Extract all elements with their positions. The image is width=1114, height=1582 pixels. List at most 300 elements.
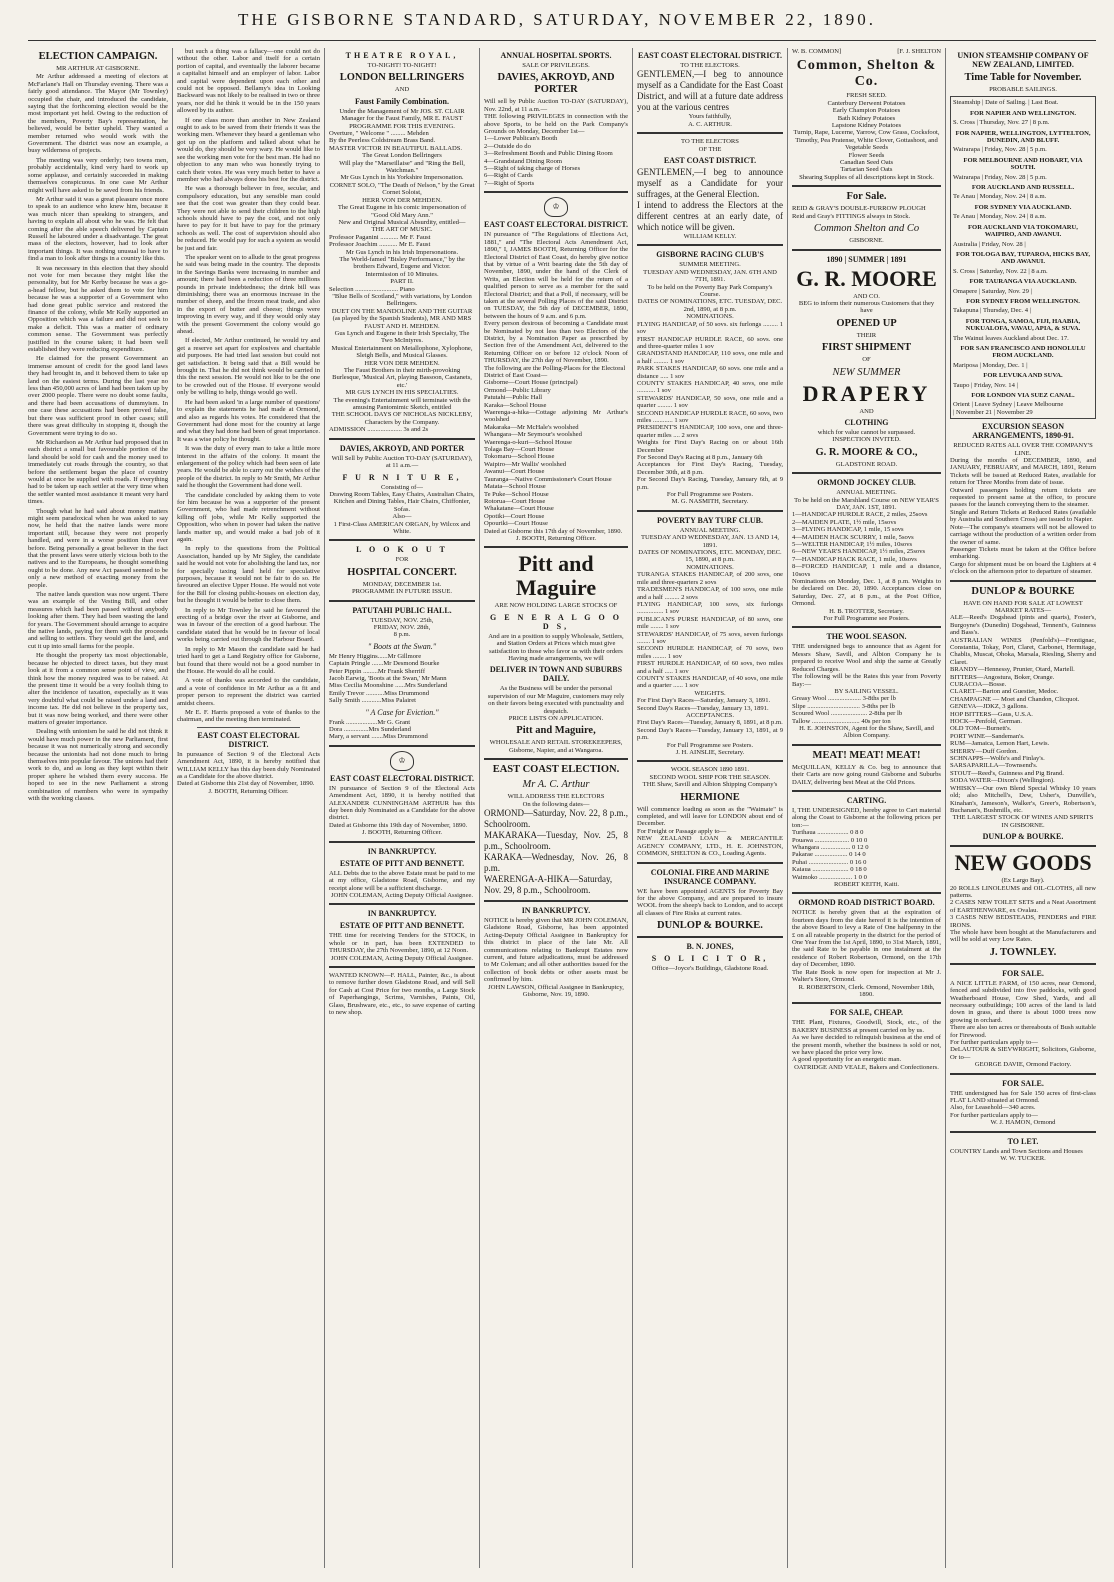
column-divider [324, 48, 325, 1568]
duet-item: DUET ON THE MANDOLINE AND THE GUITAR (as played by the Spanish Students), MR AND MRS FAUST AND H. MEHDEN. [331, 307, 473, 330]
election-campaign-heading: ELECTION CAMPAIGN. [38, 51, 158, 62]
route-heading: FOR TAURANGA VIA AUCKLAND. [969, 278, 1077, 286]
having-made-text: Having made arrangements, we will [508, 654, 604, 662]
full-programme-text: For Full Programme see Posters. [823, 615, 910, 623]
table-row: The Wainui leaves Auckland about Dec. 17. [953, 334, 1069, 342]
sailings-table [950, 96, 1096, 419]
table-row: S. Cross | Saturday, Nov. 22 | 8 a.m. [953, 267, 1048, 275]
divider [950, 1131, 1096, 1133]
master-victor-text: MASTER VICTOR IN BEAUTIFUL BALLADS. [329, 144, 463, 152]
route-heading: FOR AUCKLAND AND RUSSELL. [971, 184, 1075, 192]
table-row: Takapuna | Thursday, Dec. 4 | [953, 307, 1031, 315]
and-text: AND [394, 86, 410, 94]
dap-heading: DAVIES, AKROYD, AND PORTER [339, 443, 465, 453]
partners-line [792, 48, 941, 55]
article-paragraph: In reply to the questions from the Political Association, handed up by Mr Sigley, the candidate said he would not vote for abolishing the land tax, nor for specially taxing land held for speculative purposes, because it would not be fair to do so. He favoured an elective Upper House. He would not vote for the Bill for closing public-houses on election day, but he thought it would be better to close them. [177, 545, 320, 605]
nasmith-sign: M. G. NASMITH, Secretary. [671, 498, 749, 506]
estate-heading: ESTATE OF PITT AND BENNETT. [339, 858, 465, 868]
notice-signature: J. BOOTH, Returning Officer. [208, 787, 289, 795]
summer-banner: 1890 | SUMMER | 1891 [826, 254, 907, 264]
pitt-now-text: ARE NOW HOLDING LARGE STOCKS OF [494, 602, 618, 610]
notice-text: In pursuance of Section 9 of the Electoral Acts Amendment Act, 1890, it is hereby notified that WILLIAM KELLY has this day been duly Nominated as a Candidate for the above district. Dated at Gisborne this 21st day of November, 1890. [177, 750, 320, 788]
farm-text: A NICE LITTLE FARM, of 150 acres, near Ormond, fenced and subdivided into five paddocks, with good Weatherboard House, Cow Shed, Yards, and all necessary outbuildings; 100 acres of the land is laid down in grass, and there is about 1000 trees now growing in orchard. There are also ten acres or thereabouts of Bush suitable for Firewood. For further particulars apply to— [950, 979, 1096, 1047]
eviction-cast: Frank ...................Mr G. Grant Dora ...............Mrs Sunderland Mary, a servant .......Miss Drummond [329, 718, 428, 741]
article-paragraph: Though what he had said about money matters might seem paradoxical when he was asked to say now, he held that the native lands were more important still, because they were not properly handled, and were in a worse position than ever before. Being personally a great believer in the fact that the present laws were utterly vicious both to the natives and to the Europeans, he thought something ought to be done. Any new Act passed seemed to be only a new method of exacting money from the people. [28, 507, 168, 589]
sailing-vessel-text: BY SAILING VESSEL. [834, 687, 899, 695]
acceptances-list: First Day's Races—Tuesday, January 8, 1891, at 8 p.m. Second Day's Races—Tuesday, January 13, 1891, at 9 p.m. [637, 719, 783, 742]
table-row: Te Anau | Monday, Nov. 24 | 8 a.m. [953, 193, 1047, 201]
article-paragraph: but such a thing was a fallacy—one could not do without the other. Labor and itself for a certain portion of capital, and eventually the laborer became a capitalist himself and an employer of labor. Labor and capital were dependent upon each other and could not be opposed. Bellamy's idea in Looking Backward was not likely to be realised in two or three years, nor did he think it would be in the 150 years allowed by its author. [177, 48, 320, 115]
lynch-spec-item: MR GUS LYNCH IN HIS SPECIALTIES. [345, 389, 459, 397]
of-text: OF [862, 356, 871, 364]
article-paragraph: If one class more than another in New Zealand ought to ask to be saved from their friends it was the working men. Whenever they heard a gentleman who got up on the platform and talked about what he would do, they should be very wary. He would like to see the working men vote for the best man. He had no objection to any man who was honestly trying to catch their votes. He was very much better to have a member who had always done his best for the district. [177, 116, 320, 183]
divider [792, 185, 941, 187]
tonight-text: TO-NIGHT! TO-NIGHT! [367, 62, 437, 69]
table-row: Taupo | Friday, Nov. 14 | [953, 381, 1018, 389]
general-goods-heading: G E N E R A L G O O D S, [490, 612, 622, 631]
article-paragraph: In reply to Mr Townley he said he favoured the erecting of a bridge over the river at Gisborne, and was in favour of the erection of a good harbour. The candidate stated that he would be in favour of local works being carried out through the Harbour Board. [177, 606, 320, 644]
will-address-text: WILL ADDRESS THE ELECTORS [507, 793, 605, 801]
goods-text: The whole have been bought at the Manufacturers and will be sold at very Low Rates. [950, 928, 1096, 944]
hermione-heading: HERMIONE [680, 791, 740, 803]
article-paragraph: He claimed for the present Government an immense amount of credit for the good land laws they had brought in, and it behoved them to take up land on the easiest terms. During the last year no less than 450,000 acres of land had been taken up by over 2000 people. There were no doubt some faults, and there had been accusations of dummyism. In one case these accusations had been proved false, but there was sufficient proof in other cases; still there was great difficulty in stopping it, though the Government were trying to do so. [28, 355, 168, 437]
flat-land-text: THE undersigned has for Sale 150 acres of first-class FLAT LAND situated at Ormond. Also, for Leasehold—340 acres. For further particulars apply to— [950, 1089, 1096, 1119]
csc-script-heading: Common Shelton and Co [813, 223, 920, 235]
article-paragraph: In reply to Mr Mason the candidate said he had tried hard to get a Land Registry office for Gisborne, but found that there would not be a good number in the House. He would do all he could. [177, 645, 320, 675]
clothing-heading: CLOTHING [844, 417, 889, 427]
deliver-heading: DELIVER IN TOWN AND SUBURBS DAILY. [489, 665, 623, 684]
column-divider [479, 48, 480, 1568]
ec-heading: EAST COAST ELECTORAL DISTRICT. [638, 51, 782, 60]
ormond-board-heading: ORMOND ROAD DISTRICT BOARD. [798, 898, 935, 908]
art-music-item: THE ART OF MUSIC. [371, 226, 433, 234]
divider [950, 580, 1096, 582]
new-goods-heading: NEW GOODS [954, 850, 1092, 876]
crest-icon: ♔ [544, 197, 568, 217]
for-text: FOR [395, 556, 409, 564]
divider [637, 132, 783, 134]
coleman-sign: JOHN COLEMAN, Acting Deputy Official Assignee. [330, 954, 474, 962]
intermission-text: Intermission of 10 Minutes. [365, 270, 439, 278]
or-to-text: Or to— [950, 1053, 971, 1061]
bankruptcy-heading: IN BANKRUPTCY. [367, 909, 437, 919]
wool-text: THE undersigned begs to announce that as Agent for Messrs Shaw, Savill, and Albion Company he is prepared to receive Wool and ship the same at Greatly Reduced Charges. The following will be the Rates this year from Poverty Bay:— [792, 643, 941, 688]
hospital-concert-heading: HOSPITAL CONCERT. [347, 566, 457, 578]
arthur-letter: GENTLEMEN,—I beg to announce myself as a Candidate for the East Coast District, and will at a future date address you at the various centres [637, 69, 783, 113]
tucker-sign: W. W. TUCKER. [1000, 1155, 1046, 1163]
keith-sign: ROBERT KEITH, Kaiti. [833, 881, 900, 889]
column-divider [787, 48, 788, 1568]
nickleby-item: THE SCHOOL DAYS OF NICHOLAS NICKLEBY, [331, 411, 473, 419]
dunlop-bourke-heading: DUNLOP & BOURKE. [657, 920, 763, 932]
pitt-maguire-heading: Pitt and Maguire [515, 551, 597, 601]
table-row: Wairarapa | Friday, Nov. 28 | 5 p.m. [953, 146, 1047, 154]
union-heading: UNION STEAMSHIP COMPANY OF NEW ZEALAND, LIMITED. [957, 51, 1089, 69]
divider [792, 249, 941, 251]
divider [792, 790, 941, 792]
jones-heading: B. N. JONES, [686, 942, 734, 952]
nominations-list: FLYING HANDICAP, of 50 sovs. six furlongs ......... 1 sov FIRST HANDICAP HURDLE RACE, 60 sovs. one and three-quarter miles 1 sov GRANDSTAND HANDICAP, 110 sovs, one mile and a half ......... 1 sov PARK STAKES HANDICAP, 60 sovs. one mile and a distance ..... 1 sov COUNTY STAKES HANDICAP, 40 sovs, one mile ........... 1 sov STEWARDS' HANDICAP, 50 sovs, one mile and a quarter ......... 1 sov SECOND HANDICAP HURDLE RACE, 60 sovs, two miles ............ 1 sov PRESIDENT'S HANDICAP, 100 sovs, one and three-quarter miles .... 2 sovs [637, 320, 783, 439]
racing-heading: GISBORNE RACING CLUB'S [656, 250, 764, 260]
table-row: Wairarapa | Friday, Nov. 28 | 5 p.m. [953, 173, 1047, 181]
gisborne-text: GISBORNE. [849, 237, 884, 245]
professors-text: Professor Paganini ........... Mr F. Faust Professor Joachim ........... Mr E. Faust [329, 233, 431, 249]
ainslie-sign: J. H. AINSLIE, Secretary. [675, 749, 745, 757]
pbtc-nom-dates: DATES OF NOMINATIONS, ETC. MONDAY, DEC. 15, 1890, at 8 p.m. [638, 549, 782, 564]
divider [329, 539, 475, 541]
divider [484, 546, 628, 548]
divider [637, 862, 783, 864]
divider [329, 600, 475, 602]
probable-text: PROBABLE SAILINGS. [989, 86, 1057, 93]
bisley-item: The World-famed "Bisley Performance," by the brothers Edward, Eugene and Victor. [339, 255, 465, 271]
largest-text: THE LARGEST STOCK OF WINES AND SPIRITS IN GISBORNE. [952, 814, 1094, 829]
route-heading: FOR SYDNEY VIA AUCKLAND. [974, 203, 1072, 211]
cart-list: Turihaua ................... 0 8 0 Pouawa ..................... 0 10 0 Whangara .................. 0 12 0 Pakarae .................... 0 14 0 Puhai ........................ 0 16 0 Kaiaua ...................... 0 18 0 Waimoko .................... 1 0 0 [792, 829, 869, 881]
timetable-heading: Time Table for November. [964, 72, 1082, 83]
monday-text: MONDAY, DECEMBER 1st. [362, 580, 442, 588]
pbtc-dates: TUESDAY AND WEDNESDAY, JAN. 13 AND 14, 1891. [640, 534, 780, 549]
table-row: Australia | Friday, Nov. 28 | [953, 240, 1026, 248]
colonial-fire-heading: COLONIAL FIRE AND MARINE INSURANCE COMPANY. [650, 867, 770, 886]
inspection-text: INSPECTION INVITED. [832, 436, 901, 444]
ojc-heading: ORMOND JOCKEY CLUB. [817, 478, 916, 488]
bankruptcy-heading: IN BANKRUPTCY. [521, 906, 591, 916]
for-sale-cheap-heading: FOR SALE, CHEAP. [829, 1008, 904, 1018]
cornet-item: CORNET SOLO, "The Death of Nelson," by the Great Cornet Soloist, [329, 181, 475, 197]
drapery-heading: DRAPERY [802, 380, 931, 406]
delautour-sign: DeLAUTOUR & SIEVWRIGHT, Solicitors, Gisborne, [950, 1046, 1096, 1054]
column-divider [172, 48, 173, 1568]
patutahi-heading: PATUTAHI PUBLIC HALL. [352, 605, 452, 615]
furniture-text: Consisting of— Drawing Room Tables, Easy Chairs, Australian Chairs, Kitchen and Dining Tables, Hair Chairs, Chiffonier, Sofas. Also— 1 First-Class AMERICAN ORGAN, by Wilcox and White. [329, 483, 475, 535]
bakery-text: THE Plant, Fixtures, Goodwill, Stock, etc., of the BAKERY BUSINESS at present carried on by us. As we have decided to relinquish business at the end of the present month, whether the business is sold or not, we have placed the price very low. A good opportunity for an energetic man. [792, 1019, 941, 1064]
moore-co-heading: G. R. MOORE & CO., [815, 446, 918, 458]
ex-largo-text: (Ex Largo Bay). [1001, 877, 1045, 885]
conclude-text: The evening's Entertainment will terminate with the amusing Pantomimic Sketch, entitled [333, 396, 471, 412]
fresh-seed-heading: FRESH SEED. [846, 92, 887, 100]
business-text: As the Business will be under the personal supervision of our Mr Maguire, customers may rely on their favors being executed with punctuality and despatch. [487, 685, 625, 715]
patutahi-dates: TUESDAY, NOV. 25th, FRIDAY, NOV. 28th, 8 p.m. [370, 616, 434, 639]
excursion-text: During the months of DECEMBER, 1890, and JANUARY, FEBRUARY, and MARCH, 1891, Return Tickets will be issued at Reduced Rates, available for return for Three Months from date of issue. Outward passengers holding return tickets are requested to present same at the office, to procure passes for the launch conveying them to the steamer. Single and Return Tickets at Reduced Rates (available by Australia and Southern Cross) are issued to Napier. Note—The company's steamers will not be allowed to carriage without the production of a written order from the owner of same. Passenger Tickets must be taken at the Office before embarking. Cargo for shipment must be on board the Lighters at 4 o'clock on the afternoon prior to departure of steamer. [950, 457, 1096, 576]
table-row: Te Anau | Monday, Nov. 24 | 8 a.m. [953, 213, 1047, 221]
article-paragraph: The candidate concluded by asking them to vote for him because he was a supporter of the present Government, who had made retrenchment without killing off jobs, while Mr Kelly supported the Opposition, who when in power had taken the native lands matter up, and would make a bad job of it again. [177, 491, 320, 543]
herr-item: HER VON DER MEHDEN. [364, 359, 440, 367]
racing-dates: TUESDAY AND WEDNESDAY, JAN. 6TH AND 7TH, 1891. [643, 268, 777, 284]
article-paragraph: It was the duty of every man to take a little more interest in the affairs of the colony. It meant the enlargement of the policy which had been seen of late years. He would be able to carry out the wishes of the people of the district. In reply to Mr Smith, Mr Arthur said he thought the Government had done well. [177, 445, 320, 490]
pbtc-list: TURANGA STAKES HANDICAP, of 200 sovs, one mile and three-quarters 2 sovs TRADESMEN'S HANDICAP, of 100 sovs, one mile and a half ......... 2 sovs FLYING HANDICAP, 100 sovs, six furlongs ................ 1 sov PUBLICAN'S PURSE HANDICAP, of 80 sovs, one mile ........ 1 sov STEWARDS' HANDICAP, of 75 sovs, seven furlongs ........ 1 sov SECOND HURDLE HANDICAP, of 70 sovs, two miles ........ 1 sov FIRST HURDLE HANDICAP, of 60 sovs, two miles and a half ..... 1 sov COUNTY STAKES HANDICAP, of 40 sovs, one mile and a quarter ...... 1 sov [637, 571, 783, 690]
coleman-notice: NOTICE is hereby given that MR JOHN COLEMAN, Gladstone Road, Gisborne, has been appointed Acting-Deputy Official Assignee in Bankruptcy for this district in place of the late Mr. All communications relating to Bankrupt Estates now current, and future adjudications, must be addressed to Mr Coleman; and all other authorities issued for the collection of book debts or other assets must be confirmed by him. [484, 917, 628, 984]
annual-meeting-text: ANNUAL MEETING. [679, 526, 741, 534]
pitt-text: And are in a position to supply Wholesale, Settlers, and Station Orders at Prices which must give satisfaction to those who favor us with their orders [488, 632, 624, 655]
article-paragraph: He had been asked 'in a large number of questions' to explain the statements he had made at Ormond, and also as regards his votes. He considered that the Government had done most for the country at large and what they had done had been of great importance. It was a wise policy he thought. [177, 398, 320, 443]
route-heading: FOR SAN FRANCISCO AND HONOLULU FROM AUCKLAND. [960, 344, 1086, 360]
divider [329, 966, 475, 968]
weights-list: For First Day's Races—Saturday, January 3, 1891. Second Day's Races—Tuesday, January 13, 1891. [637, 697, 771, 712]
dates-list: ORMOND—Saturday, Nov. 22, 8 p.m., Schoolroom. MAKARAKA—Tuesday, Nov. 25, 8 p.m., Schoolroom. KARAKA—Wednesday, Nov. 26, 8 p.m. WAERENGA-A-HIKA—Saturday, Nov. 29, 8 p.m., Schoolroom. [484, 808, 628, 896]
ec-text: IN pursuance of "The Regulations of Elections Act, 1881," and "The Electoral Acts Amendment Act, 1890," I, JAMES BOOTH, Returning Officer for the Electoral District of East Coast, do hereby give notice that by virtue of a Writ bearing date the 5th day of November, 1890, under the hand of the Clerk of Writs, an Election will be held for the return of a qualified person to serve as a member for the said Electoral District; and that a Poll, if necessary, will be taken at the several Polling Places of the said District on TUESDAY, the 5th day of DECEMBER, 1890, between the hours of 9 a.m. and 6 p.m. Every person desirous of becoming a Candidate must be Nominated by not less than two Electors of the District, by a Nomination Paper as prescribed by Section five of the Amendment Act, delivered to the Returning Officer on or before 12 o'clock Noon of THURSDAY, the 27th day of November, 1890. [484, 231, 628, 365]
bellringers-heading: LONDON BELLRINGERS [339, 72, 465, 84]
divider [792, 892, 941, 894]
full-programme-text: For Full Programme see Posters. [666, 491, 754, 499]
ojc-list: 1—HANDICAP HURDLE RACE, 2 miles, 25sovs 2—MAIDEN PLATE, 1½ mile, 15sovs 3—FLYING HANDICAP, 1 mile, 15 sovs 4—MAIDEN HACK SCURRY, 1 mile, 5sovs 5—WELTER HANDICAP, 1½ miles, 10sovs 6—NEW YEAR'S HANDICAP, 1½ miles, 25sovs 7—HANDICAP HACK RACE, 1 mile, 10sovs 8—FORCED HANDICAP, 1 mile and a distance, 10sovs [792, 511, 941, 578]
divider [484, 900, 628, 902]
notice-heading: EAST COAST ELECTORAL DISTRICT. [197, 730, 300, 749]
dunlop-text: ALE—Reed's Dogshead (pints and quarts), Foster's, Burgoyne's (Dunedin) Dogshead, Tennent's, Guinness and Bass's. AUSTRALIAN WINES (Penfold's)—Frontignac, Constantia, Tokay, Port, Claret, Carbonet, Hermitage, Chablis, Muscat, Ohoka, Marsala, Riesling, Sherry and Claret. BRANDY—Hennessy, Prunier, Otard, Martell. BITTERS—Angostura, Boker, Orange. CURACOA—Bosse. CLARET—Barton and Guestier, Medoc. CHAMPAGNE — Moet and Chandon, Clicquot. GENEVA—JDKZ, 3 gallons. HOP BITTERS—Gaus, U.S.A. HOCK—Penfold, German. OLD TOM—Burnett's. PORT WINE—Sandeman's. RUM—Jamaica, Lemon Hart, Lewis. SHERRY—Duff Gordon. SCHNAPPS—Wolfe's and Finlay's. SARSAPARILLA—Townsend's. STOUT—Reed's, Guinness and Pig Brand. SODA WATER—Dixon's (Wellington). WHISKY—Our own Blend Special Whisky 10 years old; also Mitchell's, Dew, Usher's, Dunville's, Kinahan's, Jameson's, Walker's, Greer's, Robertson's, Buchanan's, Bushmills, etc. [950, 614, 1096, 814]
bluebells-item: "Blue Bells of Scotland," with variations, by London Bellringers. [332, 292, 472, 308]
jones-address: Office—Joyce's Buildings, Gladstone Road. [651, 965, 769, 973]
booth-sign: J. BOOTH, Returning Officer. [515, 534, 597, 542]
to-electors-heading: TO THE ELECTORS. [680, 62, 740, 69]
masthead-rule [28, 40, 1096, 41]
partner-right: [F. J. SHELTON [897, 48, 941, 55]
goods-list: 20 ROLLS LINOLEUMS and OIL-CLOTHS, all new patterns. 2 CASES NEW TOILET SETS and a Neat Assortment of EARTHENWARE, ex Ovalau. 3 CASES NEW BEDSTEADS, FENDERS and FIRE IRONS. [950, 884, 1096, 929]
plough-text: REID & GRAY'S DOUBLE-FURROW PLOUGH Reid and Gray's FITTINGS always in Stock. [792, 205, 926, 220]
divider [329, 745, 475, 747]
country-text: COUNTRY Lands and Town Sections and Houses [950, 1147, 1083, 1155]
theatre-royal-heading: THEATRE ROYAL, [345, 51, 459, 60]
divider [484, 191, 628, 193]
look-out-heading: L O O K O U T [356, 545, 448, 555]
privileges-intro: Will sell by Public Auction TO-DAY (SATURDAY), Nov. 22nd, at 11 a.m.— THE following PRIVILEGES in connection with the above Sports, to be held on the Park Company's Grounds on Monday, December 1st— [484, 98, 628, 136]
absurdity-item: New and Original Musical Absurdity, entitled— [338, 218, 466, 226]
furniture-heading: F U R N I T U R E, [342, 472, 462, 482]
ojc-nominations: Nominations on Monday, Dec. 1, at 8 p.m. Weights to be declared on Dec. 20, 1890. Acceptances close on Saturday, Dec. 27, at 8 p.m., at the Post Office, Ormond. [792, 578, 941, 608]
dunlop-sub: HAVE ON HAND FOR SALE AT LOWEST MARKET RATES— [963, 599, 1083, 614]
divider [637, 760, 783, 762]
divider [637, 936, 783, 938]
gladstone-text: GLADSTONE ROAD. [835, 460, 898, 468]
robertson-sign: R. ROBERTSON, Clerk. Ormond, November 18th, 1890. [798, 983, 935, 998]
ec-heading: EAST COAST ELECTORAL DISTRICT. [330, 773, 474, 783]
shearing-text: Shearing Supplies of all descriptions kept in Stock. [799, 173, 934, 181]
first-shipment-heading: FIRST SHIPMENT [821, 342, 912, 354]
column-5 [637, 48, 783, 1568]
arthur-subheading: MR ARTHUR AT GISBORNE. [56, 65, 140, 72]
table-header: Steamship | Date of Sailing. | Last Boat. [953, 99, 1059, 107]
musical-ent-item: Musical Entertainment on Metallophone, Xylophone, Sleigh Bells, and Musical Glasses. [331, 344, 473, 360]
for-sale-heading: FOR SALE. [1002, 968, 1044, 978]
bellringers-item: The Great London Bellringers Will play the "Marseillaise" and "Ring the Bell, Watchman." [339, 152, 465, 175]
column-divider [632, 48, 633, 1568]
wool-season-heading: WOOL SEASON 1890 1891. [670, 766, 750, 774]
route-heading: FOR SYDNEY FROM WELLINGTON. [966, 297, 1080, 305]
table-row: Mariposa | Monday, Dec. 1 | [953, 361, 1028, 369]
irish-item: Mr Gus Lynch in his Irish Impersonations. [345, 248, 459, 256]
estate-text: ALL Debts due to the above Estate must be paid to me at my office, Gladstone Road, Gisborne, and my receipt alone will be a sufficient discharge. [329, 869, 475, 892]
divider [637, 510, 783, 512]
route-heading: FOR TOLOGA BAY, TUPAROA, HICKS BAY, AND AWANUI. [955, 250, 1091, 266]
second-wool-heading: SECOND WOOL SHIP FOR THE SEASON. [649, 773, 771, 781]
selection-text: Selection .......................... Piano [329, 285, 415, 293]
pitt-maguire-heading: Pitt and Maguire, [516, 725, 596, 737]
column-4 [484, 48, 628, 1568]
racing-held: To be held on the Poverty Bay Park Company's Course. [647, 283, 773, 299]
kelly-letter: GENTLEMEN,—I beg to announce myself as a Candidate for your suffrages, at the General Election. I intend to address the Electors at the different centres at an early date, of which notice will be given. [637, 167, 783, 233]
article-paragraph: The speaker went on to allude to the great progress he said was being made in the country. The deposits in the Savings Banks were increasing in number and amount; there had been a reduction of three millions pounds in private indebtedness; the drink bill was diminishing; there was an enormous increase in the number of sheep, and the frozen meat trade, and also in the export of butter and cheese; things were improving in every way, and if they would only stay with the present Government the colony would go ahead. [177, 253, 320, 336]
colonial-text: WE have been appointed AGENTS for Poverty Bay for the above Company, and are prepared to insure WOOL from the sheep's back to London, and to accept all classes of Fire Risks at current rates. [637, 887, 783, 917]
solicitor-heading: S O L I C I T O R, [651, 954, 769, 964]
column-1 [28, 48, 168, 1568]
column-7 [950, 48, 1096, 1568]
lawson-sign: JOHN LAWSON, Official Assignee in Bankruptcy, Gisborne, Nov. 19, 1890. [488, 983, 624, 999]
and-co-text: AND CO. [853, 292, 880, 300]
dunlop-heading: DUNLOP & BOURKE [971, 585, 1075, 597]
for-sale-heading: For Sale. [846, 191, 887, 203]
ec-sign: J. BOOTH, Returning Officer. [361, 829, 443, 837]
johnston-sign: H. E. JOHNSTON, Agent for the Shaw, Savill, and Albion Company. [799, 724, 934, 740]
divider [329, 903, 475, 905]
part-two-text: PART II. [390, 278, 414, 286]
csc-heading: Common, Shelton & Co. [796, 58, 937, 90]
nominations-heading: NOMINATIONS. [686, 563, 734, 571]
divider [950, 845, 1096, 847]
divider [792, 744, 941, 746]
polling-intro: The following are the Polling-Places for the Electoral District of East Coast— [484, 364, 626, 379]
route-heading: FOR NAPIER, WELLINGTON, LYTTELTON, DUNEDIN, AND BLUFF. [955, 129, 1091, 145]
characters-text: Characters by the Company. [364, 418, 440, 426]
carting-text: I, THE UNDERSIGNED, hereby agree to Cart material along the Coast to Gisborne at the following prices per ton:— [792, 806, 941, 829]
price-lists-text: PRICE LISTS ON APPLICATION. [508, 715, 604, 722]
trotter-sign: H. B. TROTTER, Secretary. [829, 607, 904, 615]
meat-heading: MEAT! MEAT! MEAT! [812, 749, 921, 761]
reduced-text: REDUCED RATES ALL OVER THE COMPANY'S LINE. [953, 442, 1093, 457]
crest-icon: ♔ [390, 751, 414, 771]
townley-heading: J. TOWNLEY. [989, 946, 1057, 958]
boots-heading: " Boots at the Swan." [367, 641, 437, 651]
moore-heading: G. R. MOORE [796, 265, 937, 291]
eugene-item: The Great Eugene in his comic impersonation of "Good Old Mary Ann." [337, 204, 467, 219]
nomination-dates: DATES OF NOMINATIONS, ETC. TUESDAY, DEC. 2nd, 1890, at 8 p.m. [637, 298, 783, 313]
tender-text: THE time for receiving Tenders for the STOCK, in whole or in part, has been EXTENDED to THURSDAY, the 27th November, 1890, at 12 Noon. [329, 932, 475, 955]
weights-text: Weights for First Day's Racing on or about 16th December For Second Day's Racing at 8 p.m., January 6th Acceptances for First Day's Racing, Tuesday, December 30th, at 8 p.m. For Second Day's Racing, Tuesday, January 6th, at 9 p.m. [637, 439, 783, 491]
article-paragraph: Mr Richardson as Mr Arthur had proposed that in each district a small but favourable portion of the land should be sold for cash and the money used to immediately cut roads through the country, so that before the settlement began the place of country would at once be supplied with roads. If everything had to be taken up each settler at the very time when the settler wanted most assistance it meant very hard times. [28, 438, 168, 506]
divider [792, 626, 941, 628]
ec-district-heading: EAST COAST DISTRICT. [663, 156, 757, 166]
opened-up-heading: OPENED UP [836, 317, 897, 329]
article-paragraph: Mr E. F. Harris proposed a vote of thanks to the chairman, and the meeting then terminated. [177, 708, 320, 724]
table-row: Omapere | Saturday, Nov. 29 | [953, 287, 1032, 295]
dates-intro: On the following dates— [522, 800, 590, 808]
article-paragraph: It was necessary in this election that they should not vote for men because they might like the personality, but for Mr Kerby because he was a go-a-head fellow, but he asked them to vote for him because he was a supporter of a Government who had done great public service and restored the finance of the colony, while Mr Kelly supported an Opposition which was a failure and did not seek to make a deficit. This was a matter of ordinary common sense. The Government was perfectly justified in the course taken; it had been well established they were reducing expenditure. [28, 264, 168, 354]
column-divider [945, 48, 946, 1568]
pbtc-heading: POVERTY BAY TURF CLUB. [657, 515, 763, 525]
route-heading: FOR NAPIER AND WELLINGTON. [969, 109, 1076, 117]
dunlop-sign: DUNLOP & BOURKE. [982, 832, 1064, 842]
excursion-heading: EXCURSION SEASON ARRANGEMENTS, 1890-91. [972, 422, 1074, 441]
faust-brothers-item: The Faust Brothers in their mirth-provoking Burlesque, 'Musical Art, playing Bassoon, Castanets, etc.' [332, 367, 472, 389]
route-heading: FOR AUCKLAND VIA TOKOMARU, WAIPIRO, AND AWANUI. [968, 223, 1078, 239]
route-heading: FOR TONGA, SAMOA, FIJI, HAABIA, NUKUALOFA, VAVAU, APIA, & SUVA. [965, 317, 1081, 333]
weights-heading: WEIGHTS. [694, 689, 726, 697]
divider [792, 1002, 941, 1004]
new-summer-heading: NEW SUMMER [832, 366, 901, 378]
wanted-text: WANTED KNOWN—F. HALL, Painter, &c., is about to remove further down Gladstone Road, and will Sell for Cash at Cost Price for two months, a Large Stock of Paperhangings, Scrims, Varnishes, Paints, Oil, Glass, Brushware, etc., etc., to save expense of carting to new shop. [329, 971, 475, 1016]
kelly-sign: WILLIAM KELLY. [683, 233, 737, 241]
bankruptcy-heading: IN BANKRUPTCY. [367, 846, 437, 856]
ec-heading: EAST COAST ELECTORAL DISTRICT. [484, 220, 628, 230]
oatridge-sign: OATRIDGE AND VEALE, Bakers and Confectioners. [794, 1063, 939, 1071]
locations-text: Gisborne, Napier, and at Wangaroa. [508, 746, 604, 754]
lynch-item: Mr Gus Lynch in his Yorkshire Impersonation. [340, 174, 464, 182]
article-paragraph: A vote of thanks was accorded to the candidate, and a vote of confidence in Mr Arthur as a fit and proper person to represent the district was carried amidst cheers. [177, 677, 320, 707]
to-let-heading: TO LET. [1007, 1136, 1039, 1146]
mehden-item: HERR VON DER MEHDEN. [362, 196, 442, 204]
divider [950, 1073, 1096, 1075]
programme-text: PROGRAMME FOR THIS EVENING. [349, 122, 455, 130]
value-text: which for value cannot be surpassed. [817, 428, 916, 436]
privileges-text: SALE OF PRIVILEGES. [522, 62, 590, 69]
article-paragraph: The meeting was very orderly; two towns men, probably accidentally, kind very hard to work up some applause, and certainly succeeded in making themselves conspicuous. In one case Mr Arthur might well have asked to be saved from his friends. [28, 156, 168, 194]
ec-election-heading: EAST COAST ELECTION. [492, 764, 620, 776]
hermione-text: Will commence loading as soon as the "Waimate" is completed, and will leave for LONDON about end of December. For Freight or Passage apply to— NEW ZEALAND LOAN & MERCANTILE AGENCY COMPANY, LTD., H. E. JOHNSTON, COMMON, SHELTON & CO., Loading Agents. [637, 805, 783, 858]
acceptances-heading: ACCEPTANCES. [685, 712, 735, 719]
article-paragraph: Mr Arthur said it was a great pleasure once more to speak to an audience who knew him, because it was much nicer than speaking to strangers, and having to explain all about who he was. He felt that coming after the able speech delivered by Captain Russell he laboured under a disadvantage. The great mass of the electors, however, had to look after important things. It was nothing unusual to have to find a man to look after things in a country like this. [28, 195, 168, 263]
hamon-sign: W. J. HAMON, Ormond [990, 1119, 1056, 1127]
faithfully-text: Yours faithfully, [688, 113, 732, 121]
route-heading: FOR LEVUKA AND SUVA. [983, 372, 1063, 380]
moore-text: BEG to inform their numerous Customers that they have [798, 299, 935, 315]
faust-family-heading: Faust Family Combination. [354, 96, 449, 106]
for-sale-heading: FOR SALE. [1002, 1078, 1044, 1088]
coleman-sign: JOHN COLEMAN, Acting Deputy Official Assignee. [330, 891, 474, 899]
partner-left: W. B. COMMON] [792, 48, 842, 55]
table-row: Orient | Leave Sydney | Leave Melbourne | November 21 | November 29 [953, 401, 1064, 416]
privileges-list: 1—Lower Publican's Booth 2—Outside do do 3—Refreshment Booth and Public Dining Room 4—Grandstand Dining Room 5—Right of taking charge of Horses 6—Right of Cards 7—Right of Sports [484, 135, 613, 187]
wholesale-text: WHOLESALE AND RETAIL STOREKEEPERS, [489, 739, 623, 747]
wool-season-heading: THE WOOL SEASON. [826, 632, 907, 642]
article-paragraph: He thought the property tax most objectionable, because he objected to direct taxes, but they must look at it from a common sense point of view, and think how the money required was to be raised. At the present time it would be a very foolish thing to alter the incidence of taxation, especially as it was very doubtful what could be raised under a land and income tax. He did not believe in the property tax, but it was now being worked, and there were other matters of greater importance. [28, 652, 168, 726]
article-paragraph: If elected, Mr Arthur continued, he would try and get a reserve set apart for explosives and charitable aid purposes. He had tried last session but could not get satisfaction. It being said that a Bill would be brought in. That he did not think would be carried in this the next session. He would not like to be the one to be crowded out of the House. If everyone would only be willing to help, things would go well. [177, 337, 320, 397]
seed-list: Canterbury Derwent Potatoes Early Champion Potatoes Bath Kidney Potatoes Lapstone Kidney Potatoes Turnip, Rape, Lucerne, Yarrow, Cow Grass, Cocksfoot, Timothy, Pea Pratense, White Clover, Gottashoot, and Vegetable Seeds Flower Seeds Canadian Seed Oats Tartarian Seed Oats [793, 99, 940, 174]
boots-cast: Mr Henry Higgins......Mr Gillmore Captain Pringle .......Mr Desmond Bourke Peter Pippin .........Mr Frank Sherriff Jacob Earwig, 'Boots at the Swan,' Mr Mann Miss Cecilia Moonshine ......Mrs Sunderland Emily Trevor ...........Miss Drummond Sally Smith ............Miss Palairet [329, 652, 448, 705]
dated-text: Dated at Gisborne this 17th day of November, 1890. [484, 527, 623, 535]
table-row: S. Cross | Thursday, Nov. 27 | 8 p.m. [953, 119, 1050, 127]
divider [950, 963, 1096, 965]
article-paragraph: Mr Arthur addressed a meeting of electors at McFarlane's Hall on Thursday evening. There was a fairly good attendance. The Mayor (Mr Townley) occupied the chair, and introduced the candidate, saying that the forthcoming election would be the most important yet held. Owing to the reduction of the members, Poverty Bay's representation, he believed, would be better upheld. They wanted a member returned who would work with the Government. The district was now an example, a busy wilderness of projects. [28, 73, 168, 155]
article-paragraph: The native lands question was now urgent. There was an example of the Vesting Bill, and other measures which had been passed without anybody looking after them. They had been wasting the land for years. The Government should arrange to acquire the native lands, paying for them with the proceeds and selling to settlers. They would get the land, and cut it up into small farms for the people. [28, 591, 168, 650]
eviction-heading: " A Case for Eviction." [365, 707, 439, 717]
nominations-heading: NOMINATIONS. [686, 313, 734, 321]
ec-text: IN pursuance of Section 9 of the Electoral Acts Amendment Act, 1890, it is hereby notified that ALEXANDER CUNNINGHAM ARTHUR has this day been duly Nominated as a Candidate for the above district. Dated at Gisborne this 19th day of November, 1890. [329, 784, 475, 829]
future-issue-text: PROGRAMME IN FUTURE ISSUE. [351, 588, 453, 596]
article-paragraph: He was a thorough believer in free, secular, and compulsory education, but any sensible man could see that the cost was greater than they could bear. They were not able to send their children to the high schools should have to pay the cost, and not only have to pay for it but have to pay for the primary schools as well. The cost of supervision should also be reduced. He would pay for such a system as would be just and fair. [177, 185, 320, 252]
full-programme-text: For Full Programme see Posters. [666, 741, 754, 749]
ojc-meeting-text: ANNUAL MEETING. [836, 489, 897, 497]
rates-list: Greasy Wool .................... 3-8ths per lb Slipe ................................ 3-8ths per lb Scoured Wool ...................... 2-8ths per lb Tallow ............................. 40s per ton [792, 695, 903, 725]
their-text: THEIR [856, 331, 877, 339]
admission-text: ADMISSION ..................... 3s and 2s [329, 426, 429, 434]
divider [637, 244, 783, 246]
divider [792, 472, 941, 474]
dap-heading: DAVIES, AKROYD, AND PORTER [497, 72, 615, 96]
estate-heading: ESTATE OF PITT AND BENNETT. [339, 921, 465, 931]
ormond-text: NOTICE is hereby given that at the expiration of fourteen days from the date hereof it is the intention of the above Board to levy a Rate of One halfpenny in the £ on all rateable property in the district for the period of One Year from the 1st April, 1890, to 31st March, 1891, the said Rate to be payable in one instalment at the residence of Robert Robertson, Ormond, on the 17th day of December, 1890. The Rate Book is now open for inspection at Mr J. Walter's Store, Ormond. [792, 909, 941, 984]
arthur-sign: A. C. ARTHUR. [688, 120, 732, 128]
of-the-text: OF THE [698, 145, 722, 153]
carting-heading: CARTING. [846, 795, 887, 805]
route-heading: FOR MELBOURNE AND HOBART, VIA SOUTH. [963, 156, 1083, 172]
divider [484, 758, 628, 760]
to-electors-heading: TO THE ELECTORS [681, 138, 739, 146]
polling-list: Gisborne—Court House (principal) Ormond—Public Library Patutahi—Public Hall Karaka—School House Waerenga-a-hika—Cottage adjoining Mr Arthur's woolshed Makaraka—Mr McHale's woolshed Whangara—Mr Seymour's woolshed Waerenga-o-kuri—School House Tolaga Bay—Court House Tokomaru—School House Waipiro—Mr Wallis' woolshed Awanui—Court House Tauranga—Native Commissioner's Court House Matata—School House Te Puke—School House Rotorua—Court House Whakatane—Court House Opotiki—Court House Opouriki—Court House [484, 379, 628, 528]
management-text: Under the Management of Mr JOS. ST. CLAIR Manager for the Faust Family, MR E. FAUST [339, 107, 465, 123]
column-2 [177, 48, 320, 1568]
divider [329, 841, 475, 843]
meat-text: McQUILLAN, KELLY & Co. beg to announce that their Carts are now going round Gisborne and Suburbs DAILY, delivering best Meat at the Old Prices. [792, 763, 941, 786]
arthur-heading: Mr A. C. Arthur [522, 779, 590, 791]
summer-meeting-text: SUMMER MEETING. [679, 261, 741, 269]
